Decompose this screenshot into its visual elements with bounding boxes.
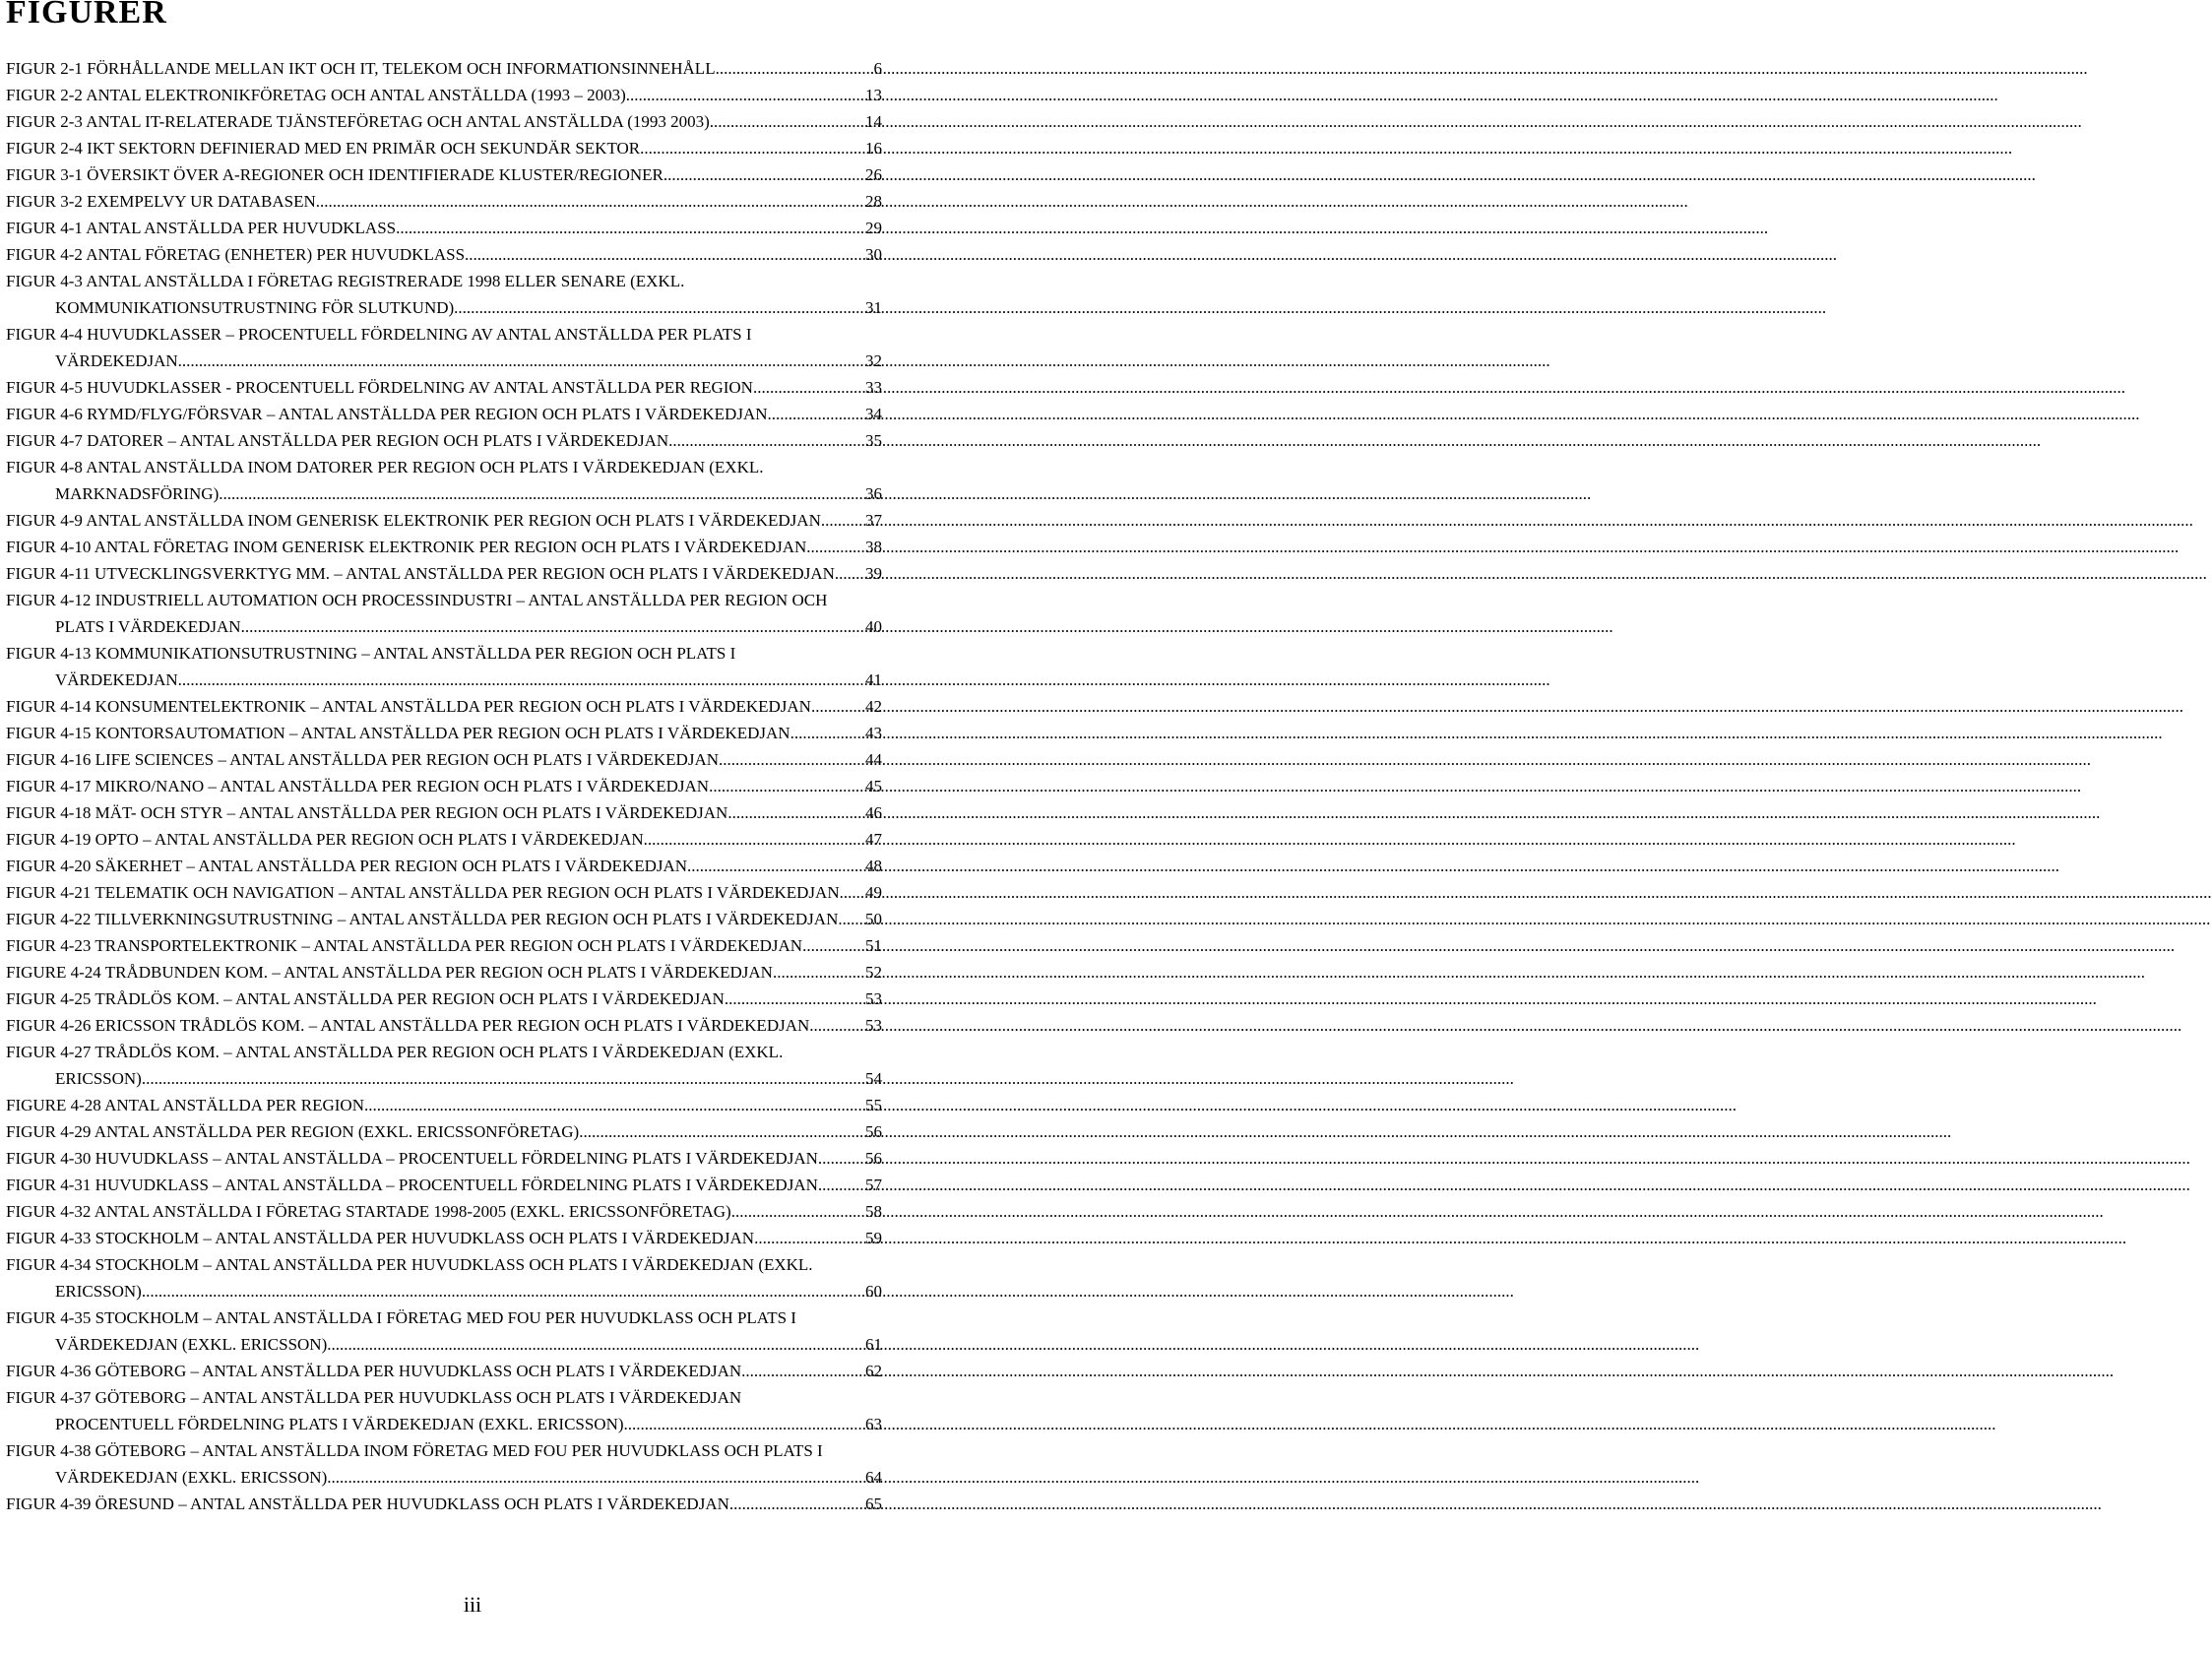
toc-page-number: 48: [865, 857, 882, 875]
toc-entry-label: FIGUR 4-19 OPTO – ANTAL ANSTÄLLDA PER REGION OCH PLATS I VÄRDEKEDJAN: [6, 830, 644, 849]
dot-leader: [802, 932, 864, 959]
dot-leader: [710, 108, 864, 135]
toc-entry[interactable]: [6, 720, 931, 746]
dot-leader: [729, 1491, 864, 1517]
toc-entry-label: FIGUR 4-22 TILLVERKNINGSUTRUSTNING – ANTAL ANSTÄLLDA PER REGION OCH PLATS I VÄRDEKEDJAN: [6, 910, 839, 928]
toc-entry-label: FIGUR 4-13 KOMMUNIKATIONSUTRUSTNING – ANTAL ANSTÄLLDA PER REGION OCH PLATS I: [6, 644, 736, 663]
toc-page-number: 16: [865, 139, 882, 158]
dot-leader: [719, 746, 864, 773]
toc-entry-label: FIGUR 4-37 GÖTEBORG – ANTAL ANSTÄLLDA PER HUVUDKLASS OCH PLATS I VÄRDEKEDJAN: [6, 1388, 742, 1407]
toc-entry[interactable]: [6, 746, 931, 773]
toc-entry[interactable]: [6, 55, 931, 82]
toc-entry-label: FIGUR 4-32 ANTAL ANSTÄLLDA I FÖRETAG STARTADE 1998-2005 (EXKL. ERICSSONFÖRETAG): [6, 1202, 731, 1221]
toc-page-number: 60: [865, 1282, 882, 1301]
dot-leader: [818, 1145, 864, 1172]
toc-page-number: 37: [865, 511, 882, 530]
toc-page-number: 59: [865, 1229, 882, 1247]
dot-leader: [364, 1092, 864, 1118]
toc-entry-label: FIGUR 2-3 ANTAL IT-RELATERADE TJÄNSTEFÖRETAG OCH ANTAL ANSTÄLLDA (1993 2003): [6, 112, 710, 131]
toc-entry[interactable]: [6, 826, 931, 853]
toc-entry[interactable]: [6, 401, 931, 427]
toc-page-number: 29: [865, 219, 882, 237]
toc-entry[interactable]: [6, 693, 931, 720]
toc-page-number: 45: [865, 777, 882, 795]
toc-page-number: 13: [865, 86, 882, 104]
toc-page-number: 39: [865, 564, 882, 583]
toc-page-number: 26: [865, 165, 882, 184]
toc-entry-label: FIGUR 4-30 HUVUDKLASS – ANTAL ANSTÄLLDA – PROCENTUELL FÖRDELNING PLATS I VÄRDEKEDJAN: [6, 1149, 818, 1168]
dot-leader: [178, 667, 864, 693]
dot-leader: [465, 241, 864, 268]
toc-entry[interactable]: [6, 321, 931, 374]
toc-entry-label: FIGUR 4-20 SÄKERHET – ANTAL ANSTÄLLDA PER REGION OCH PLATS I VÄRDEKEDJAN: [6, 857, 688, 875]
toc-page-number: 52: [865, 963, 882, 982]
toc-entry[interactable]: [6, 853, 931, 879]
toc-entry-label: FIGUR 4-15 KONTORSAUTOMATION – ANTAL ANSTÄLLDA PER REGION OCH PLATS I VÄRDEKEDJAN: [6, 724, 790, 742]
toc-entry[interactable]: [6, 215, 931, 241]
dot-leader: [142, 1278, 864, 1304]
toc-page-number: 51: [865, 936, 882, 955]
toc-page-number: 36: [865, 484, 882, 503]
toc-entry-label: FIGUR 4-23 TRANSPORTELEKTRONIK – ANTAL ANSTÄLLDA PER REGION OCH PLATS I VÄRDEKEDJAN: [6, 936, 803, 955]
toc-page-number: 28: [865, 192, 882, 211]
dot-leader: [327, 1331, 864, 1358]
dot-leader: [840, 879, 864, 906]
dot-leader: [727, 799, 864, 826]
dot-leader: [809, 1012, 864, 1039]
toc-entry-label: FIGUR 2-1 FÖRHÅLLANDE MELLAN IKT OCH IT, TELEKOM OCH INFORMATIONSINNEHÅLL: [6, 59, 716, 78]
dot-leader: [579, 1118, 864, 1145]
toc-page-number: 44: [865, 750, 882, 769]
toc-entry[interactable]: [6, 507, 931, 534]
dot-leader: [142, 1065, 864, 1092]
toc-page-number: 55: [865, 1096, 882, 1114]
toc-entry[interactable]: [6, 932, 931, 959]
toc-page-number: 40: [865, 617, 882, 636]
toc-page-number: 62: [865, 1362, 882, 1380]
dot-leader: [396, 215, 864, 241]
toc-entry-label: FIGURE 4-28 ANTAL ANSTÄLLDA PER REGION: [6, 1096, 364, 1114]
dot-leader: [219, 480, 864, 507]
toc-entry-label: FIGUR 4-16 LIFE SCIENCES – ANTAL ANSTÄLLDA PER REGION OCH PLATS I VÄRDEKEDJAN: [6, 750, 720, 769]
dot-leader: [687, 853, 864, 879]
toc-entry-label: FIGUR 4-12 INDUSTRIELL AUTOMATION OCH PROCESSINDUSTRI – ANTAL ANSTÄLLDA PER REGION OCH: [6, 591, 828, 609]
toc-page-number: 43: [865, 724, 882, 742]
toc-entry[interactable]: [6, 1491, 931, 1517]
dot-leader: [790, 720, 864, 746]
toc-page-number: 64: [865, 1468, 882, 1487]
toc-page-number: 34: [865, 405, 882, 423]
toc-entry[interactable]: [6, 1145, 931, 1172]
toc-entry-label: FIGUR 3-2 EXEMPELVY UR DATABASEN: [6, 192, 316, 211]
toc-entry-label: FIGUR 4-39 ÖRESUND – ANTAL ANSTÄLLDA PER HUVUDKLASS OCH PLATS I VÄRDEKEDJAN: [6, 1495, 729, 1513]
toc-page-number: 14: [865, 112, 882, 131]
dot-leader: [626, 82, 864, 108]
toc-page-number: 30: [865, 245, 882, 264]
toc-page-number: 47: [865, 830, 882, 849]
toc-entry-label: FIGUR 4-21 TELEMATIK OCH NAVIGATION – ANTAL ANSTÄLLDA PER REGION OCH PLATS I VÄRDEKEDJAN: [6, 883, 840, 902]
dot-leader: [731, 1198, 864, 1225]
toc-page-number: 41: [865, 670, 882, 689]
dot-leader: [716, 55, 873, 82]
toc-page-number: 31: [865, 298, 882, 317]
toc-entry-label: FIGUR 4-2 ANTAL FÖRETAG (ENHETER) PER HUVUDKLASS: [6, 245, 466, 264]
toc-entry[interactable]: [6, 640, 931, 693]
toc-page-number: 53: [865, 1016, 882, 1035]
toc-page-number: 57: [865, 1176, 882, 1194]
toc-page-number: 50: [865, 910, 882, 928]
toc-entry-continuation: VÄRDEKEDJAN: [55, 670, 178, 689]
toc-page-number: 65: [865, 1495, 882, 1513]
toc-page-number: 49: [865, 883, 882, 902]
toc-page-number: 46: [865, 803, 882, 822]
toc-entry-label: FIGUR 4-25 TRÅDLÖS KOM. – ANTAL ANSTÄLLDA PER REGION OCH PLATS I VÄRDEKEDJAN: [6, 989, 725, 1008]
toc-entry[interactable]: [6, 161, 931, 188]
toc-entry[interactable]: [6, 1198, 931, 1225]
page-number-footer: iii: [463, 1592, 482, 1617]
toc-entry-label: FIGUR 4-8 ANTAL ANSTÄLLDA INOM DATORER PER REGION OCH PLATS I VÄRDEKEDJAN (EXKL.: [6, 458, 764, 477]
toc-entry-label: FIGURE 4-24 TRÅDBUNDEN KOM. – ANTAL ANSTÄLLDA PER REGION OCH PLATS I VÄRDEKEDJAN: [6, 963, 773, 982]
toc-entry[interactable]: [6, 1012, 931, 1039]
toc-entry[interactable]: [6, 773, 931, 799]
toc-entry[interactable]: [6, 82, 931, 108]
toc-entry[interactable]: [6, 188, 931, 215]
dot-leader: [178, 348, 864, 374]
dot-leader: [316, 188, 864, 215]
toc-entry-continuation: ERICSSON): [55, 1282, 142, 1301]
toc-page-number: 33: [865, 378, 882, 397]
dot-leader: [811, 693, 864, 720]
dot-leader: [821, 507, 864, 534]
dot-leader: [754, 1225, 864, 1251]
dot-leader: [668, 427, 864, 454]
toc-entry[interactable]: [6, 959, 931, 986]
toc-entry-label: FIGUR 4-3 ANTAL ANSTÄLLDA I FÖRETAG REGISTRERADE 1998 ELLER SENARE (EXKL.: [6, 272, 685, 290]
toc-entry-label: FIGUR 4-11 UTVECKLINGSVERKTYG MM. – ANTAL ANSTÄLLDA PER REGION OCH PLATS I VÄRDEKEDJAN: [6, 564, 835, 583]
toc-page-number: 35: [865, 431, 882, 450]
toc-entry-label: FIGUR 2-4 IKT SEKTORN DEFINIERAD MED EN PRIMÄR OCH SEKUNDÄR SEKTOR: [6, 139, 641, 158]
toc-entry-label: FIGUR 4-38 GÖTEBORG – ANTAL ANSTÄLLDA INOM FÖRETAG MED FOU PER HUVUDKLASS OCH PLATS I: [6, 1441, 823, 1460]
toc-page-number: 56: [865, 1149, 882, 1168]
toc-entry[interactable]: [6, 108, 931, 135]
dot-leader: [241, 613, 864, 640]
toc-page-number: 42: [865, 697, 882, 716]
toc-entry-continuation: KOMMUNIKATIONSUTRUSTNING FÖR SLUTKUND): [55, 298, 455, 317]
toc-entry-label: FIGUR 4-29 ANTAL ANSTÄLLDA PER REGION (EXKL. ERICSSONFÖRETAG): [6, 1122, 580, 1141]
toc-entry[interactable]: [6, 1304, 931, 1358]
toc-entry-continuation: ERICSSON): [55, 1069, 142, 1088]
toc-entry-continuation: VÄRDEKEDJAN: [55, 351, 178, 370]
toc-entry[interactable]: [6, 1384, 931, 1437]
toc-page-number: 53: [865, 989, 882, 1008]
toc-entry[interactable]: [6, 986, 931, 1012]
toc-entry-label: FIGUR 4-5 HUVUDKLASSER - PROCENTUELL FÖRDELNING AV ANTAL ANSTÄLLDA PER REGION: [6, 378, 753, 397]
toc-entry[interactable]: [6, 454, 931, 507]
toc-entry-label: FIGUR 4-10 ANTAL FÖRETAG INOM GENERISK ELEKTRONIK PER REGION OCH PLATS I VÄRDEKEDJAN: [6, 538, 807, 556]
dot-leader: [753, 374, 864, 401]
toc-entry[interactable]: [6, 1225, 931, 1251]
toc-entry[interactable]: [6, 587, 931, 640]
toc-entry[interactable]: [6, 879, 931, 906]
dot-leader: [806, 534, 864, 560]
dot-leader: [454, 294, 864, 321]
toc-entry-label: FIGUR 4-6 RYMD/FLYG/FÖRSVAR – ANTAL ANSTÄLLDA PER REGION OCH PLATS I VÄRDEKEDJAN: [6, 405, 768, 423]
toc-entry-label: FIGUR 4-26 ERICSSON TRÅDLÖS KOM. – ANTAL ANSTÄLLDA PER REGION OCH PLATS I VÄRDEKEDJAN: [6, 1016, 810, 1035]
toc-entry[interactable]: [6, 1118, 931, 1145]
dot-leader: [768, 401, 864, 427]
dot-leader: [725, 986, 864, 1012]
toc-page-number: 38: [865, 538, 882, 556]
toc-entry-label: FIGUR 4-1 ANTAL ANSTÄLLDA PER HUVUDKLASS: [6, 219, 397, 237]
toc-page-number: 6: [873, 59, 882, 78]
toc-entry-label: FIGUR 2-2 ANTAL ELEKTRONIKFÖRETAG OCH ANTAL ANSTÄLLDA (1993 – 2003): [6, 86, 626, 104]
dot-leader: [644, 826, 864, 853]
toc-entry-continuation: MARKNADSFÖRING): [55, 484, 220, 503]
toc-entry-label: FIGUR 4-34 STOCKHOLM – ANTAL ANSTÄLLDA PER HUVUDKLASS OCH PLATS I VÄRDEKEDJAN (EXKL.: [6, 1255, 813, 1274]
toc-entry-label: FIGUR 4-7 DATORER – ANTAL ANSTÄLLDA PER REGION OCH PLATS I VÄRDEKEDJAN: [6, 431, 669, 450]
toc-entry-label: FIGUR 4-9 ANTAL ANSTÄLLDA INOM GENERISK ELEKTRONIK PER REGION OCH PLATS I VÄRDEKEDJAN: [6, 511, 821, 530]
dot-leader: [838, 906, 864, 932]
dot-leader: [664, 161, 864, 188]
toc-entry-label: FIGUR 4-18 MÄT- OCH STYR – ANTAL ANSTÄLLDA PER REGION OCH PLATS I VÄRDEKEDJAN: [6, 803, 728, 822]
toc-entry[interactable]: [6, 374, 931, 401]
toc-entry[interactable]: [6, 1039, 931, 1092]
figure-list: [6, 55, 931, 1517]
toc-entry[interactable]: [6, 534, 931, 560]
toc-entry[interactable]: [6, 906, 931, 932]
page-heading: FIGURER: [6, 0, 167, 31]
toc-entry[interactable]: [6, 799, 931, 826]
toc-entry-label: FIGUR 3-1 ÖVERSIKT ÖVER A-REGIONER OCH IDENTIFIERADE KLUSTER/REGIONER: [6, 165, 664, 184]
toc-entry[interactable]: [6, 241, 931, 268]
toc-entry-continuation: VÄRDEKEDJAN (EXKL. ERICSSON): [55, 1468, 328, 1487]
toc-page-number: 56: [865, 1122, 882, 1141]
toc-entry-label: FIGUR 4-33 STOCKHOLM – ANTAL ANSTÄLLDA PER HUVUDKLASS OCH PLATS I VÄRDEKEDJAN: [6, 1229, 755, 1247]
toc-entry[interactable]: [6, 1437, 931, 1491]
toc-entry-label: FIGUR 4-35 STOCKHOLM – ANTAL ANSTÄLLDA I FÖRETAG MED FOU PER HUVUDKLASS OCH PLATS I: [6, 1308, 796, 1327]
dot-leader: [624, 1411, 864, 1437]
toc-entry-label: FIGUR 4-4 HUVUDKLASSER – PROCENTUELL FÖRDELNING AV ANTAL ANSTÄLLDA PER PLATS I: [6, 325, 752, 344]
dot-leader: [327, 1464, 864, 1491]
toc-entry-label: FIGUR 4-36 GÖTEBORG – ANTAL ANSTÄLLDA PER HUVUDKLASS OCH PLATS I VÄRDEKEDJAN: [6, 1362, 742, 1380]
toc-entry[interactable]: [6, 560, 931, 587]
dot-leader: [835, 560, 864, 587]
dot-leader: [741, 1358, 864, 1384]
toc-entry-continuation: VÄRDEKEDJAN (EXKL. ERICSSON): [55, 1335, 328, 1354]
toc-entry[interactable]: [6, 268, 931, 321]
dot-leader: [773, 959, 864, 986]
toc-entry-continuation: PROCENTUELL FÖRDELNING PLATS I VÄRDEKEDJAN (EXKL. ERICSSON): [55, 1415, 624, 1433]
dot-leader: [818, 1172, 864, 1198]
toc-page-number: 32: [865, 351, 882, 370]
toc-page-number: 61: [865, 1335, 882, 1354]
toc-entry[interactable]: [6, 1172, 931, 1198]
toc-entry-continuation: PLATS I VÄRDEKEDJAN: [55, 617, 241, 636]
toc-entry[interactable]: [6, 1251, 931, 1304]
dot-leader: [640, 135, 864, 161]
dot-leader: [709, 773, 864, 799]
toc-entry-label: FIGUR 4-31 HUVUDKLASS – ANTAL ANSTÄLLDA – PROCENTUELL FÖRDELNING PLATS I VÄRDEKEDJAN: [6, 1176, 818, 1194]
toc-entry-label: FIGUR 4-17 MIKRO/NANO – ANTAL ANSTÄLLDA PER REGION OCH PLATS I VÄRDEKEDJAN: [6, 777, 710, 795]
toc-entry[interactable]: [6, 427, 931, 454]
toc-page-number: 58: [865, 1202, 882, 1221]
toc-entry[interactable]: [6, 1092, 931, 1118]
toc-entry-label: FIGUR 4-27 TRÅDLÖS KOM. – ANTAL ANSTÄLLDA PER REGION OCH PLATS I VÄRDEKEDJAN (EXKL.: [6, 1043, 784, 1061]
toc-page-number: 63: [865, 1415, 882, 1433]
toc-entry[interactable]: [6, 135, 931, 161]
toc-page-number: 54: [865, 1069, 882, 1088]
toc-entry-label: FIGUR 4-14 KONSUMENTELEKTRONIK – ANTAL ANSTÄLLDA PER REGION OCH PLATS I VÄRDEKEDJAN: [6, 697, 811, 716]
toc-entry[interactable]: [6, 1358, 931, 1384]
